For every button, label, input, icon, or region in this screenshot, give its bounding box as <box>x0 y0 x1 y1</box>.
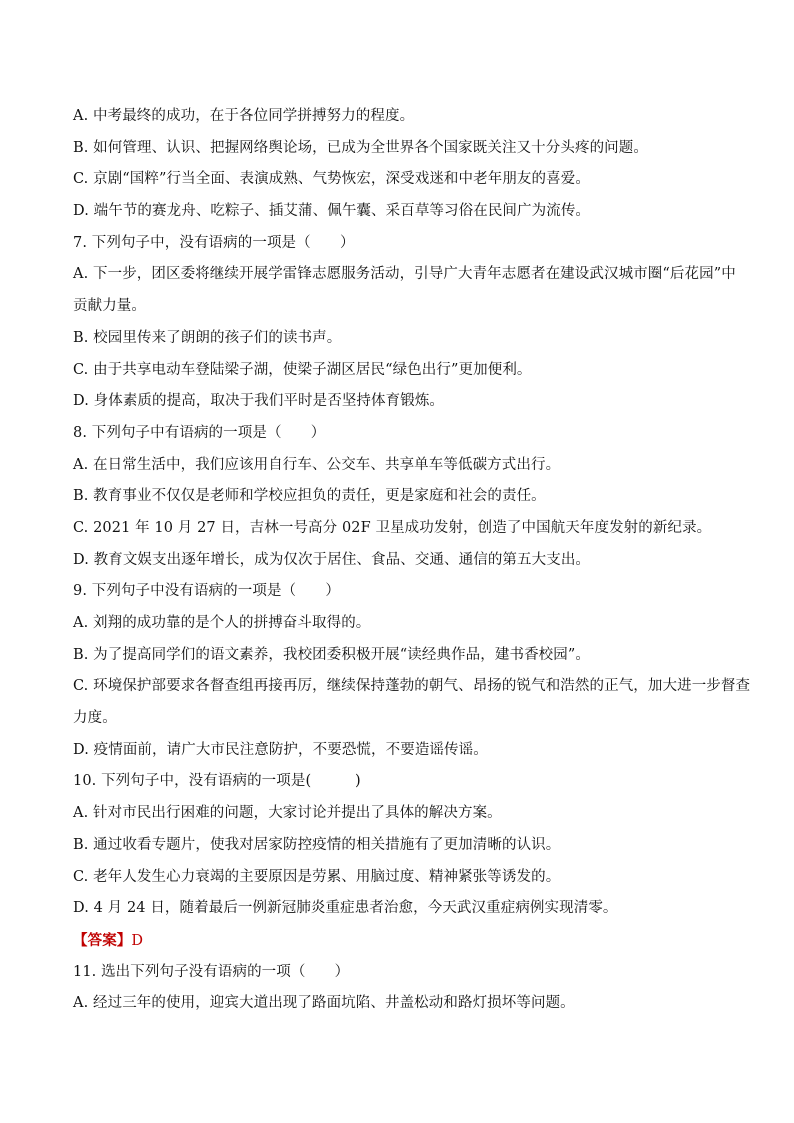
question-9-stem: 9. 下列句子中没有语病的一项是（ ） <box>73 583 340 600</box>
question-7-stem: 7. 下列句子中，没有语病的一项是（ ） <box>73 234 355 251</box>
question-11-stem: 11. 选出下列句子没有语病的一项（ ） <box>73 963 350 980</box>
text-line: A. 在日常生活中，我们应该用自行车、公交车、共享单车等低碳方式出行。 <box>73 456 561 473</box>
text-line: B. 如何管理、认识、把握网络舆论场，已成为全世界各个国家既关注又十分头疼的问题。 <box>73 139 648 156</box>
text-line: 力度。 <box>73 710 117 727</box>
text-line: 贡献力量。 <box>73 298 146 315</box>
question-8-stem: 8. 下列句子中有语病的一项是（ ） <box>73 424 326 441</box>
text-line: B. 为了提高同学们的语文素养，我校团委积极开展“读经典作品，建书香校园”。 <box>73 646 590 663</box>
answer-value: D <box>131 932 144 949</box>
question-10-stem: 10. 下列句子中，没有语病的一项是( ) <box>73 773 361 790</box>
text-line: D. 疫情面前，请广大市民注意防护，不要恐慌，不要造谣传谣。 <box>73 741 488 758</box>
text-line: A. 下一步，团区委将继续开展学雷锋志愿服务活动，引导广大青年志愿者在建设武汉城市圈“后花园”中 <box>73 266 736 283</box>
text-line: C. 2021 年 10 月 27 日，吉林一号高分 02F 卫星成功发射，创造了中国航天年度发射的新纪录。 <box>73 519 712 536</box>
document-body <box>73 101 751 1020</box>
text-line: C. 由于共享电动车登陆梁子湖，使梁子湖区居民“绿色出行”更加便利。 <box>73 361 532 378</box>
answer-line <box>73 925 723 957</box>
text-line: C. 京剧“国粹”行当全面、表演成熟、气势恢宏，深受戏迷和中老年朋友的喜爱。 <box>73 171 590 188</box>
text-line: C. 老年人发生心力衰竭的主要原因是劳累、用脑过度、精神紧张等诱发的。 <box>73 868 561 885</box>
answer-label: 【答案】 <box>73 931 132 949</box>
text-line: A. 经过三年的使用，迎宾大道出现了路面坑陷、井盖松动和路灯损坏等问题。 <box>73 995 575 1012</box>
text-line: A. 针对市民出行困难的问题，大家讨论并提出了具体的解决方案。 <box>73 805 502 822</box>
text-line: A. 刘翔的成功靠的是个人的拼搏奋斗取得的。 <box>73 615 371 631</box>
text-line: C. 环境保护部要求各督查组再接再厉，继续保持蓬勃的朝气、昂扬的锐气和浩然的正气，加大进一步督查 <box>73 678 751 695</box>
text-line: B. 通过收看专题片，使我对居家防控疫情的相关措施有了更加清晰的认识。 <box>73 836 561 853</box>
text-line: D. 教育文娱支出逐年增长，成为仅次于居住、食品、交通、通信的第五大支出。 <box>73 551 591 568</box>
text-line: A. 中考最终的成功，在于各位同学拼搏努力的程度。 <box>73 108 415 124</box>
text-line: D. 端午节的赛龙舟、吃粽子、插艾蒲、佩午囊、采百草等习俗在民间广为流传。 <box>73 203 591 220</box>
text-line: D. 4 月 24 日，随着最后一例新冠肺炎重症患者治愈，今天武汉重症病例实现清零。 <box>73 900 618 917</box>
text-line: B. 教育事业不仅仅是老师和学校应担负的责任，更是家庭和社会的责任。 <box>73 488 546 505</box>
text-line: B. 校园里传来了朗朗的孩子们的读书声。 <box>73 329 342 346</box>
text-line: D. 身体素质的提高，取决于我们平时是否坚持体育锻炼。 <box>73 393 445 410</box>
